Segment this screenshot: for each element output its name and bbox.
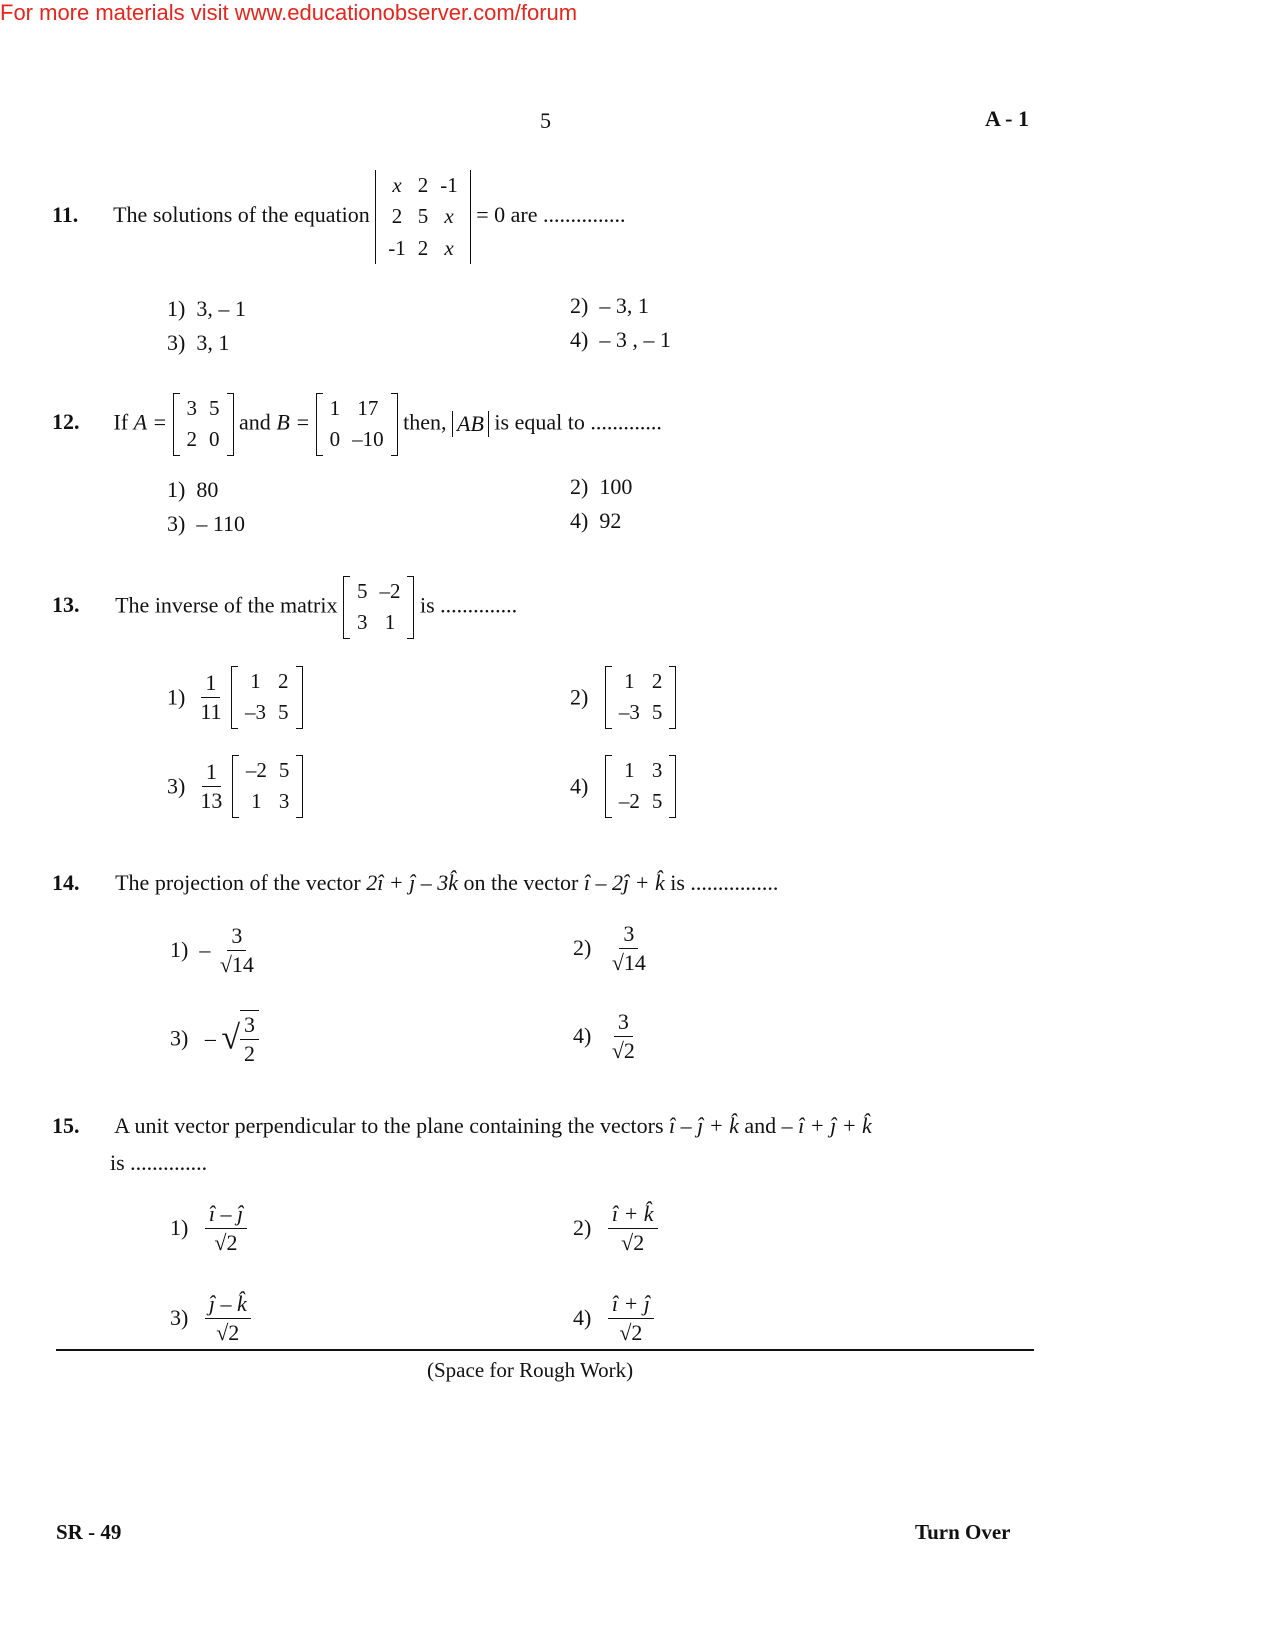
source-banner: For more materials visit www.educationobserver.com/forum: [0, 0, 578, 25]
vector-2: – î + ĵ + k̂: [781, 1113, 872, 1138]
question-number: 15.: [52, 1113, 80, 1138]
question-text-tail: are ...............: [510, 202, 626, 228]
divider: [56, 1349, 1034, 1351]
option-4[interactable]: 4) 1 3 –2 5: [570, 755, 676, 818]
turn-over-label: Turn Over: [915, 1520, 1011, 1544]
booklet-code: A - 1: [985, 106, 1029, 131]
option-4[interactable]: 4) 92: [570, 508, 622, 533]
option-1[interactable]: 1) $\frac{î - ĵ}{√2}$: [170, 1200, 247, 1256]
question-15: 15. A unit vector perpendicular to the plane containing the vectors î – ĵ + k̂ and – î + ĵ + k̂: [52, 1113, 872, 1138]
option-3[interactable]: 3) $\frac{1}{13}$ –2 5 1 3: [167, 755, 303, 818]
question-number: 12.: [52, 409, 80, 435]
question-14: 14. The projection of the vector 2î + ĵ – 3k̂ on the vector î – 2ĵ + k̂ is ................: [52, 870, 779, 895]
option-2[interactable]: 2) – 3, 1: [570, 293, 649, 318]
vector-1: 2î + ĵ – 3k̂: [366, 870, 459, 895]
question-11: [52, 170, 626, 264]
option-4[interactable]: 4) $\frac{î + ĵ}{√2}$: [573, 1290, 654, 1346]
determinant: x 2 -1 2 5 x -1 2 x: [375, 170, 471, 264]
question-number: 11.: [52, 202, 79, 228]
question-text: The solutions of the equation: [113, 202, 370, 228]
question-number: 14.: [52, 870, 80, 895]
option-2[interactable]: 2) $\frac{î + k̂}{√2}$: [573, 1200, 658, 1256]
vector-1: î – ĵ + k̂: [669, 1113, 739, 1138]
option-3[interactable]: 3) 3, 1: [167, 330, 230, 355]
matrix-b: 1 17 0 –10: [316, 393, 398, 456]
option-1[interactable]: 1) – $\frac{3}{√14}$: [170, 923, 254, 977]
question-13: 13. The inverse of the matrix 5 –2 3 1 is ..............: [52, 576, 517, 639]
option-3[interactable]: 3) $\frac{ĵ - k̂}{√2}$: [170, 1290, 251, 1346]
option-2[interactable]: 2) 1 2 –3 5: [570, 666, 676, 729]
option-3[interactable]: 3) – √ $\frac{3}{2}$: [170, 1010, 259, 1067]
question-12: 12. If A = 3 5 2 0 and B = 1 17 0 –10 then, AB is equal to .............: [52, 393, 662, 456]
option-4[interactable]: 4) $\frac{3}{√2}$: [573, 1009, 635, 1063]
paper-code: SR - 49: [56, 1520, 122, 1544]
question-15-line-2: is ..............: [110, 1150, 208, 1175]
option-4[interactable]: 4) – 3 , – 1: [570, 327, 671, 352]
question-number: 13.: [52, 592, 80, 618]
option-2[interactable]: 2) 100: [570, 474, 633, 499]
determinant-ab: AB: [452, 411, 489, 437]
rough-work-label: (Space for Rough Work): [427, 1358, 634, 1382]
page-number: 5: [540, 108, 551, 133]
option-1[interactable]: 1) 80: [167, 477, 219, 502]
option-1[interactable]: 1) 3, – 1: [167, 296, 246, 321]
option-2[interactable]: 2) $\frac{3}{√14}$: [573, 921, 646, 975]
option-3[interactable]: 3) – 110: [167, 511, 246, 536]
matrix: 5 –2 3 1: [343, 576, 415, 639]
radical-icon: √: [221, 1019, 240, 1057]
matrix-a: 3 5 2 0: [173, 393, 234, 456]
vector-2: î – 2ĵ + k̂: [583, 870, 665, 895]
option-1[interactable]: 1) $\frac{1}{11}$ 1 2 –3 5: [167, 666, 303, 729]
equals-zero: = 0: [476, 202, 506, 228]
